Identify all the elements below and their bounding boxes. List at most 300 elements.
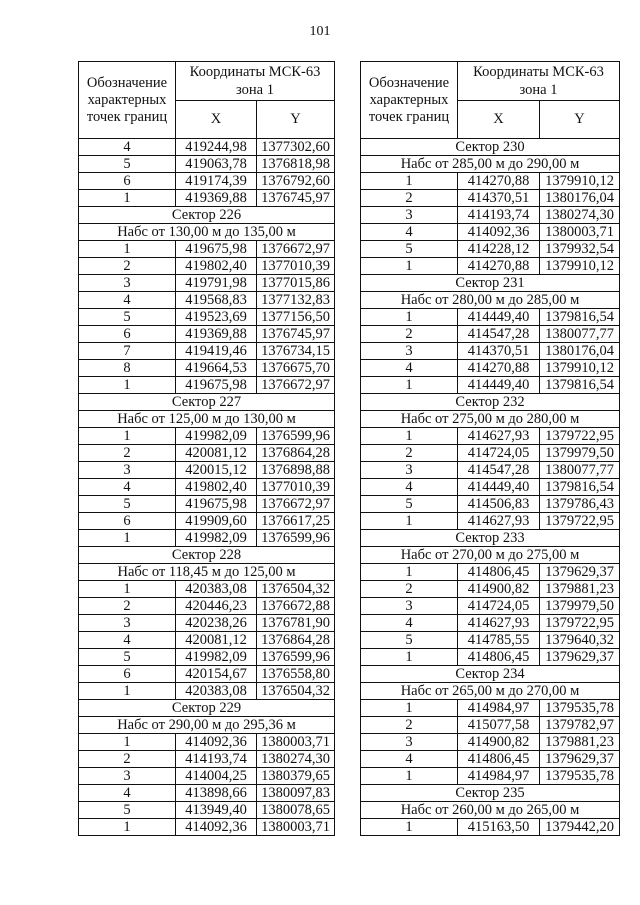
point-number: 1 — [79, 734, 176, 751]
coord-x: 414004,25 — [176, 768, 257, 785]
point-number: 2 — [79, 751, 176, 768]
table-row — [361, 581, 620, 598]
point-number: 8 — [79, 360, 176, 377]
coord-x: 414547,28 — [458, 326, 540, 343]
table-row — [79, 530, 335, 547]
section-title: Набс от 290,00 м до 295,36 м — [79, 717, 335, 734]
point-number: 2 — [361, 445, 458, 462]
point-number: 1 — [361, 564, 458, 581]
point-number: 6 — [79, 173, 176, 190]
point-number: 2 — [361, 326, 458, 343]
coord-x: 419802,40 — [176, 258, 257, 275]
section-title-row — [361, 683, 620, 700]
table-row — [79, 632, 335, 649]
coord-y: 1377302,60 — [257, 139, 335, 156]
coord-y: 1380003,71 — [257, 734, 335, 751]
coord-x: 420383,08 — [176, 683, 257, 700]
point-number: 3 — [361, 462, 458, 479]
coord-x: 419982,09 — [176, 428, 257, 445]
coord-x: 419523,69 — [176, 309, 257, 326]
table-row — [361, 598, 620, 615]
point-number: 4 — [361, 360, 458, 377]
coord-x: 419982,09 — [176, 530, 257, 547]
coord-y: 1380379,65 — [257, 768, 335, 785]
section-title: Набс от 265,00 м до 270,00 м — [361, 683, 620, 700]
point-number: 1 — [361, 258, 458, 275]
coord-x: 420154,67 — [176, 666, 257, 683]
coord-x: 419568,83 — [176, 292, 257, 309]
page-number: 101 — [309, 24, 331, 39]
coord-x: 414806,45 — [458, 751, 540, 768]
coord-x: 415163,50 — [458, 819, 540, 836]
section-title: Сектор 234 — [361, 666, 620, 683]
coord-x: 414270,88 — [458, 360, 540, 377]
section-title-row — [361, 292, 620, 309]
section-title: Сектор 227 — [79, 394, 335, 411]
coord-x: 414806,45 — [458, 564, 540, 581]
section-title-row — [361, 411, 620, 428]
point-number: 2 — [79, 258, 176, 275]
point-number: 1 — [79, 190, 176, 207]
coord-x: 414785,55 — [458, 632, 540, 649]
section-title: Набс от 125,00 м до 130,00 м — [79, 411, 335, 428]
point-number: 4 — [79, 632, 176, 649]
point-number: 5 — [79, 496, 176, 513]
coordinates-table-left — [78, 61, 335, 836]
coord-y: 1379979,50 — [540, 598, 620, 615]
point-number: 1 — [361, 513, 458, 530]
point-number: 1 — [79, 377, 176, 394]
coord-y: 1380176,04 — [540, 343, 620, 360]
coord-y: 1377156,50 — [257, 309, 335, 326]
coord-y: 1376504,32 — [257, 581, 335, 598]
table-row — [79, 513, 335, 530]
header-y: Y — [257, 100, 335, 139]
coord-y: 1379786,43 — [540, 496, 620, 513]
section-title: Сектор 226 — [79, 207, 335, 224]
coord-x: 414370,51 — [458, 190, 540, 207]
point-number: 1 — [79, 428, 176, 445]
table-row — [79, 326, 335, 343]
coord-y: 1376672,97 — [257, 496, 335, 513]
coord-x: 414627,93 — [458, 615, 540, 632]
table-row — [361, 343, 620, 360]
point-number: 4 — [361, 224, 458, 241]
coord-y: 1379979,50 — [540, 445, 620, 462]
point-number: 5 — [79, 802, 176, 819]
point-number: 4 — [361, 751, 458, 768]
point-number: 5 — [79, 156, 176, 173]
table-row — [79, 190, 335, 207]
table-row — [79, 445, 335, 462]
coord-y: 1376898,88 — [257, 462, 335, 479]
table-row — [79, 377, 335, 394]
table-row — [79, 258, 335, 275]
table-row — [79, 462, 335, 479]
coord-y: 1376672,97 — [257, 377, 335, 394]
coord-y: 1379722,95 — [540, 615, 620, 632]
point-number: 1 — [361, 428, 458, 445]
coord-y: 1376792,60 — [257, 173, 335, 190]
coord-y: 1376504,32 — [257, 683, 335, 700]
point-number: 2 — [361, 717, 458, 734]
point-number: 3 — [361, 598, 458, 615]
coord-y: 1379932,54 — [540, 241, 620, 258]
section-title-row — [361, 802, 620, 819]
table-row — [79, 802, 335, 819]
coord-x: 419419,46 — [176, 343, 257, 360]
coord-y: 1379535,78 — [540, 700, 620, 717]
section-title: Набс от 275,00 м до 280,00 м — [361, 411, 620, 428]
table-body-left — [79, 139, 335, 836]
coord-y: 1376781,90 — [257, 615, 335, 632]
coord-x: 419909,60 — [176, 513, 257, 530]
table-row — [361, 326, 620, 343]
coord-y: 1376617,25 — [257, 513, 335, 530]
point-number: 2 — [361, 190, 458, 207]
coord-y: 1379782,97 — [540, 717, 620, 734]
table-row — [361, 479, 620, 496]
point-number: 5 — [361, 496, 458, 513]
coord-x: 414449,40 — [458, 377, 540, 394]
coord-y: 1380274,30 — [257, 751, 335, 768]
point-number: 4 — [79, 479, 176, 496]
table-row — [79, 156, 335, 173]
point-number: 3 — [79, 768, 176, 785]
point-number: 1 — [79, 683, 176, 700]
table-row — [361, 207, 620, 224]
coord-x: 419675,98 — [176, 496, 257, 513]
coord-y: 1379722,95 — [540, 428, 620, 445]
table-row — [79, 241, 335, 258]
section-title-row — [361, 547, 620, 564]
coord-x: 414449,40 — [458, 309, 540, 326]
coord-y: 1376675,70 — [257, 360, 335, 377]
point-number: 3 — [79, 462, 176, 479]
coord-x: 413949,40 — [176, 802, 257, 819]
table-row — [79, 683, 335, 700]
header-y: Y — [540, 100, 620, 139]
section-title: Сектор 232 — [361, 394, 620, 411]
coord-y: 1376734,15 — [257, 343, 335, 360]
section-title-row — [361, 785, 620, 802]
coord-y: 1379816,54 — [540, 309, 620, 326]
section-title-row — [79, 411, 335, 428]
coord-x: 414092,36 — [176, 734, 257, 751]
point-number: 1 — [79, 530, 176, 547]
point-number: 3 — [361, 343, 458, 360]
point-number: 6 — [79, 513, 176, 530]
section-title-row — [361, 394, 620, 411]
coord-y: 1376672,88 — [257, 598, 335, 615]
coord-x: 414984,97 — [458, 768, 540, 785]
point-number: 3 — [79, 275, 176, 292]
coord-y: 1379629,37 — [540, 649, 620, 666]
coord-y: 1379535,78 — [540, 768, 620, 785]
table-row — [361, 377, 620, 394]
coord-x: 414228,12 — [458, 241, 540, 258]
section-title-row — [79, 717, 335, 734]
coord-y: 1376558,80 — [257, 666, 335, 683]
table-row — [361, 173, 620, 190]
point-number: 2 — [79, 598, 176, 615]
section-title-row — [79, 564, 335, 581]
section-title: Набс от 260,00 м до 265,00 м — [361, 802, 620, 819]
table-row — [361, 513, 620, 530]
point-number: 2 — [79, 445, 176, 462]
coord-y: 1376599,96 — [257, 428, 335, 445]
section-title: Сектор 230 — [361, 139, 620, 156]
section-title: Сектор 228 — [79, 547, 335, 564]
point-number: 7 — [79, 343, 176, 360]
section-title-row — [361, 666, 620, 683]
table-row — [79, 173, 335, 190]
section-title-row — [79, 394, 335, 411]
coord-y: 1376864,28 — [257, 632, 335, 649]
coord-y: 1379910,12 — [540, 173, 620, 190]
section-title: Сектор 231 — [361, 275, 620, 292]
header-x: X — [176, 100, 257, 139]
coord-x: 419369,88 — [176, 190, 257, 207]
coord-x: 419982,09 — [176, 649, 257, 666]
coord-y: 1377010,39 — [257, 258, 335, 275]
coord-x: 414984,97 — [458, 700, 540, 717]
section-title: Набс от 285,00 м до 290,00 м — [361, 156, 620, 173]
point-number: 5 — [361, 632, 458, 649]
coord-y: 1380274,30 — [540, 207, 620, 224]
table-row — [361, 649, 620, 666]
point-number: 1 — [361, 649, 458, 666]
point-number: 4 — [79, 785, 176, 802]
section-title-row — [361, 530, 620, 547]
coord-x: 419675,98 — [176, 377, 257, 394]
table-row — [79, 360, 335, 377]
point-number: 1 — [79, 241, 176, 258]
coord-x: 420015,12 — [176, 462, 257, 479]
section-title-row — [79, 547, 335, 564]
point-number: 2 — [361, 581, 458, 598]
table-row — [361, 717, 620, 734]
table-row — [361, 428, 620, 445]
coord-x: 420383,08 — [176, 581, 257, 598]
coord-x: 414900,82 — [458, 581, 540, 598]
point-number: 4 — [361, 615, 458, 632]
coord-x: 414547,28 — [458, 462, 540, 479]
coord-y: 1379881,23 — [540, 734, 620, 751]
table-row — [79, 751, 335, 768]
table-row — [79, 734, 335, 751]
coord-y: 1379816,54 — [540, 479, 620, 496]
coord-y: 1376818,98 — [257, 156, 335, 173]
point-number: 1 — [361, 173, 458, 190]
coord-x: 414449,40 — [458, 479, 540, 496]
coord-x: 414900,82 — [458, 734, 540, 751]
table-row — [79, 496, 335, 513]
coord-y: 1379722,95 — [540, 513, 620, 530]
point-number: 1 — [361, 768, 458, 785]
coordinates-table-right — [360, 61, 620, 836]
coord-x: 414193,74 — [176, 751, 257, 768]
point-number: 5 — [79, 309, 176, 326]
table-row — [79, 598, 335, 615]
coord-x: 414627,93 — [458, 428, 540, 445]
table-row — [361, 241, 620, 258]
coord-y: 1377132,83 — [257, 292, 335, 309]
table-row — [79, 768, 335, 785]
coord-y: 1376672,97 — [257, 241, 335, 258]
table-row — [79, 615, 335, 632]
point-number: 4 — [361, 479, 458, 496]
section-title-row — [361, 139, 620, 156]
coord-y: 1376745,97 — [257, 190, 335, 207]
coord-y: 1377015,86 — [257, 275, 335, 292]
table-row — [79, 343, 335, 360]
coord-x: 419369,88 — [176, 326, 257, 343]
coord-y: 1379629,37 — [540, 564, 620, 581]
point-number: 5 — [361, 241, 458, 258]
coord-x: 419244,98 — [176, 139, 257, 156]
point-number: 6 — [79, 666, 176, 683]
coord-x: 420238,26 — [176, 615, 257, 632]
coord-x: 414270,88 — [458, 173, 540, 190]
table-row — [361, 819, 620, 836]
coord-y: 1379910,12 — [540, 360, 620, 377]
coord-x: 414092,36 — [176, 819, 257, 836]
coord-x: 420081,12 — [176, 445, 257, 462]
section-title-row — [361, 156, 620, 173]
coord-x: 415077,58 — [458, 717, 540, 734]
coord-x: 414627,93 — [458, 513, 540, 530]
section-title: Сектор 233 — [361, 530, 620, 547]
coord-x: 414092,36 — [458, 224, 540, 241]
point-number: 4 — [79, 292, 176, 309]
coord-x: 414193,74 — [458, 207, 540, 224]
section-title: Набс от 130,00 м до 135,00 м — [79, 224, 335, 241]
table-row — [79, 785, 335, 802]
table-row — [79, 309, 335, 326]
coord-y: 1376745,97 — [257, 326, 335, 343]
coord-x: 414370,51 — [458, 343, 540, 360]
table-row — [361, 734, 620, 751]
coord-y: 1379640,32 — [540, 632, 620, 649]
table-row — [361, 258, 620, 275]
section-title-row — [361, 275, 620, 292]
coord-y: 1379881,23 — [540, 581, 620, 598]
coord-x: 414506,83 — [458, 496, 540, 513]
coord-x: 419791,98 — [176, 275, 257, 292]
table-row — [79, 292, 335, 309]
coord-x: 419664,53 — [176, 360, 257, 377]
header-coordinates: Координаты МСК-63 зона 1 — [176, 62, 335, 101]
table-row — [79, 666, 335, 683]
coord-x: 419675,98 — [176, 241, 257, 258]
coord-y: 1380003,71 — [540, 224, 620, 241]
point-number: 3 — [79, 615, 176, 632]
table-row — [361, 768, 620, 785]
coord-x: 414806,45 — [458, 649, 540, 666]
coord-y: 1376599,96 — [257, 530, 335, 547]
point-number: 3 — [361, 734, 458, 751]
coord-y: 1380176,04 — [540, 190, 620, 207]
point-number: 1 — [79, 819, 176, 836]
table-row — [361, 360, 620, 377]
point-number: 1 — [361, 377, 458, 394]
coord-y: 1380077,77 — [540, 326, 620, 343]
coord-y: 1379816,54 — [540, 377, 620, 394]
table-row — [361, 496, 620, 513]
table-row — [79, 139, 335, 156]
section-title-row — [79, 224, 335, 241]
table-row — [361, 224, 620, 241]
coord-y: 1379442,20 — [540, 819, 620, 836]
point-number: 5 — [79, 649, 176, 666]
table-row — [361, 615, 620, 632]
coord-y: 1379910,12 — [540, 258, 620, 275]
coord-x: 414724,05 — [458, 445, 540, 462]
table-body-right — [361, 139, 620, 836]
point-number: 3 — [361, 207, 458, 224]
table-row — [79, 275, 335, 292]
header-coordinates: Координаты МСК-63 зона 1 — [458, 62, 620, 101]
coord-x: 413898,66 — [176, 785, 257, 802]
coord-y: 1380077,77 — [540, 462, 620, 479]
section-title: Набс от 118,45 м до 125,00 м — [79, 564, 335, 581]
coord-x: 420081,12 — [176, 632, 257, 649]
coord-x: 414270,88 — [458, 258, 540, 275]
point-number: 1 — [79, 581, 176, 598]
section-title: Сектор 235 — [361, 785, 620, 802]
section-title: Набс от 280,00 м до 285,00 м — [361, 292, 620, 309]
section-title: Сектор 229 — [79, 700, 335, 717]
header-x: X — [458, 100, 540, 139]
coord-y: 1377010,39 — [257, 479, 335, 496]
section-title: Набс от 270,00 м до 275,00 м — [361, 547, 620, 564]
table-row — [361, 564, 620, 581]
table-row — [361, 751, 620, 768]
coord-x: 414724,05 — [458, 598, 540, 615]
coord-x: 419802,40 — [176, 479, 257, 496]
table-row — [361, 309, 620, 326]
coord-y: 1379629,37 — [540, 751, 620, 768]
table-row — [79, 479, 335, 496]
header-designation: Обозначение характерных точек границ — [361, 62, 458, 139]
coord-y: 1376864,28 — [257, 445, 335, 462]
table-row — [361, 445, 620, 462]
coord-x: 419063,78 — [176, 156, 257, 173]
section-title-row — [79, 207, 335, 224]
section-title-row — [79, 700, 335, 717]
point-number: 4 — [79, 139, 176, 156]
table-row — [79, 428, 335, 445]
table-row — [361, 190, 620, 207]
table-row — [361, 462, 620, 479]
point-number: 1 — [361, 309, 458, 326]
coord-y: 1380097,83 — [257, 785, 335, 802]
table-row — [361, 700, 620, 717]
coord-x: 420446,23 — [176, 598, 257, 615]
table-row — [79, 581, 335, 598]
coord-y: 1376599,96 — [257, 649, 335, 666]
table-row — [361, 632, 620, 649]
point-number: 1 — [361, 819, 458, 836]
point-number: 6 — [79, 326, 176, 343]
table-row — [79, 819, 335, 836]
coord-x: 419174,39 — [176, 173, 257, 190]
table-row — [79, 649, 335, 666]
coord-y: 1380078,65 — [257, 802, 335, 819]
header-designation: Обозначение характерных точек границ — [79, 62, 176, 139]
point-number: 1 — [361, 700, 458, 717]
